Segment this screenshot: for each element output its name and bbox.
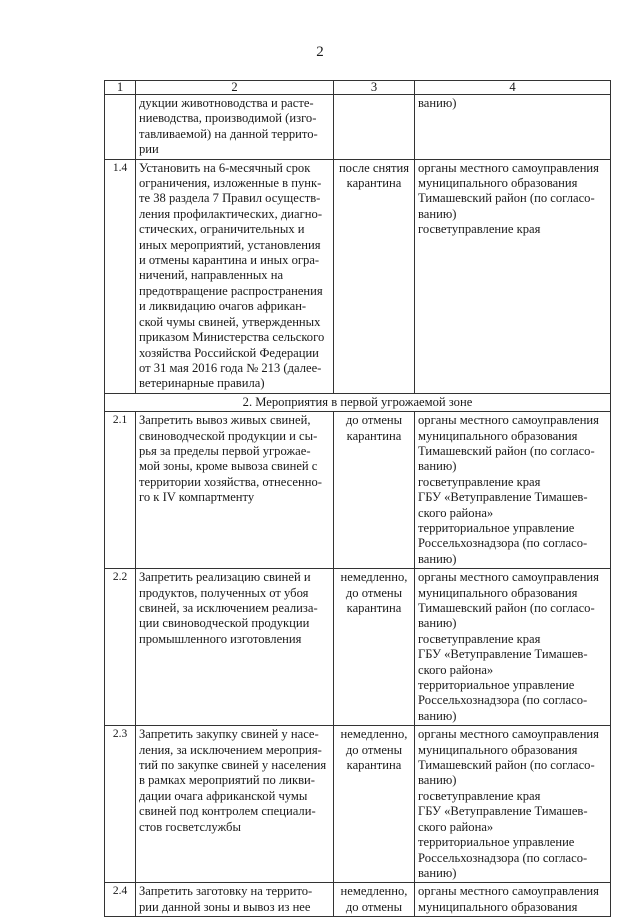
- table-row: [105, 159, 611, 393]
- row-term: [334, 569, 415, 726]
- table-row: [105, 883, 611, 917]
- row-number: 2.1: [105, 412, 136, 569]
- text-line: промышленного изготовления: [139, 631, 302, 646]
- header-col-3: 3: [334, 81, 415, 95]
- text-line: госветуправление края: [418, 474, 541, 489]
- row-action: [136, 159, 334, 393]
- header-col-1: 1: [105, 81, 136, 95]
- text-line: муниципального образования: [418, 585, 578, 600]
- text-line: органы местного самоуправления: [418, 413, 599, 428]
- text-line: госветуправление края: [418, 788, 541, 803]
- text-line: немедленно,: [340, 727, 408, 742]
- text-line: дации очага африканской чумы: [139, 788, 308, 803]
- row-term: [334, 159, 415, 393]
- text-line: предотвращение распространения: [139, 283, 323, 298]
- text-line: муниципального образования: [418, 899, 578, 914]
- section-row: [105, 393, 611, 411]
- text-line: ванию): [418, 459, 457, 474]
- text-line: ванию): [418, 865, 457, 880]
- text-line: ции свиноводческой продукции: [139, 616, 310, 631]
- text-line: мой зоны, кроме вывоза свиней с: [139, 459, 318, 474]
- text-line: стов госветслужбы: [139, 819, 241, 834]
- text-line: до отмены: [345, 899, 403, 914]
- measures-table: [104, 80, 611, 917]
- text-line: и ликвидацию очагов африкан-: [139, 299, 307, 314]
- table-row: [105, 726, 611, 883]
- text-line: муниципального образования: [418, 428, 578, 443]
- text-line: ванию): [418, 773, 457, 788]
- text-line: территории хозяйства, отнесенно-: [139, 474, 322, 489]
- header-row: [105, 81, 611, 95]
- text-line: тавливаемой) на данной террито-: [139, 126, 318, 141]
- text-line: органы местного самоуправления: [418, 570, 599, 585]
- text-line: рии: [139, 142, 159, 157]
- text-line: ванию): [418, 551, 457, 566]
- text-line: территориальное управление: [418, 835, 575, 850]
- row-term: [334, 726, 415, 883]
- table-row: [105, 569, 611, 726]
- text-line: Россельхознадзора (по согласо-: [418, 536, 588, 551]
- text-line: го к IV компартменту: [139, 490, 255, 505]
- row-action: [136, 883, 334, 917]
- text-line: органы местного самоуправления: [418, 884, 599, 899]
- text-line: ГБУ «Ветуправление Тимашев-: [418, 490, 588, 505]
- text-line: немедленно,: [340, 570, 408, 585]
- text-line: стических, ограничительных и: [139, 222, 305, 237]
- text-line: органы местного самоуправления: [418, 727, 599, 742]
- text-line: ления профилактических, диагно-: [139, 206, 323, 221]
- text-line: до отмены: [345, 413, 403, 428]
- row-number: 2.3: [105, 726, 136, 883]
- text-line: ского района»: [418, 662, 494, 677]
- text-line: ванию): [418, 206, 457, 221]
- row-number: 2.4: [105, 883, 136, 917]
- text-line: территориальное управление: [418, 520, 575, 535]
- text-line: карантина: [346, 428, 402, 443]
- text-line: до отмены: [345, 585, 403, 600]
- text-line: после снятия: [338, 160, 410, 175]
- text-line: Тимашевский район (по согласо-: [418, 601, 595, 615]
- text-line: ского района»: [418, 819, 494, 834]
- header-col-4: 4: [415, 81, 611, 95]
- text-line: те 38 раздела 7 Правил осуществ-: [139, 191, 321, 206]
- text-line: Запретить заготовку на террито-: [139, 884, 313, 899]
- text-line: ниеводства, производимой (изго-: [139, 111, 317, 126]
- text-line: ветеринарные правила): [139, 376, 265, 391]
- text-line: свиноводческой продукции и сы-: [139, 428, 318, 443]
- row-term: [334, 412, 415, 569]
- row-responsible: [415, 726, 611, 883]
- text-line: муниципального образования: [418, 176, 578, 191]
- text-line: продуктов, полученных от убоя: [139, 585, 309, 600]
- text-line: рии данной зоны и вывоз из нее: [139, 899, 311, 914]
- text-line: тий по закупке свиней у населения: [139, 758, 327, 773]
- text-line: Установить на 6-месячный срок: [139, 160, 311, 175]
- text-line: до отмены: [345, 742, 403, 757]
- text-line: ванию): [418, 616, 457, 631]
- text-line: карантина: [346, 176, 402, 191]
- table-row: [105, 412, 611, 569]
- row-action: [136, 569, 334, 726]
- section-title: 2. Мероприятия в первой угрожаемой зоне: [105, 393, 611, 411]
- text-line: рья за пределы первой угрожае-: [139, 443, 311, 458]
- row-responsible: [415, 883, 611, 917]
- row-responsible: [415, 159, 611, 393]
- text-line: немедленно,: [340, 884, 408, 899]
- text-line: свиней под контролем специали-: [139, 804, 316, 819]
- text-line: органы местного самоуправления: [418, 160, 599, 175]
- text-line: иных мероприятий, установления: [139, 237, 321, 252]
- text-line: ничений, направленных на: [139, 268, 284, 283]
- text-line: приказом Министерства сельского: [139, 330, 325, 345]
- text-line: свиней, за исключением реализа-: [139, 601, 318, 615]
- text-line: Запретить закупку свиней у насе-: [139, 727, 319, 742]
- text-line: Тимашевский район (по согласо-: [418, 758, 595, 773]
- continuation-term: [334, 95, 415, 160]
- text-line: ского района»: [418, 505, 494, 520]
- row-number: 2.2: [105, 569, 136, 726]
- text-line: хозяйства Российской Федерации: [139, 345, 319, 360]
- text-line: Тимашевский район (по согласо-: [418, 191, 595, 206]
- row-action: [136, 412, 334, 569]
- text-line: Запретить вывоз живых свиней,: [139, 413, 311, 428]
- continuation-num: [105, 95, 136, 160]
- text-line: Россельхознадзора (по согласо-: [418, 693, 588, 708]
- text-line: ГБУ «Ветуправление Тимашев-: [418, 647, 588, 662]
- text-line: Россельхознадзора (по согласо-: [418, 850, 588, 865]
- text-line: ванию): [418, 96, 457, 110]
- continuation-action: [136, 95, 334, 160]
- text-line: ления, за исключением мероприя-: [139, 742, 322, 757]
- page-number: 2: [316, 44, 324, 60]
- text-line: дукции животноводства и расте-: [139, 96, 314, 110]
- text-line: территориальное управление: [418, 678, 575, 693]
- header-col-2: 2: [136, 81, 334, 95]
- text-line: госветуправление края: [418, 222, 541, 237]
- text-line: от 31 мая 2016 года № 213 (далее-: [139, 360, 322, 375]
- text-line: госветуправление края: [418, 631, 541, 646]
- row-term: [334, 883, 415, 917]
- text-line: Тимашевский район (по согласо-: [418, 443, 595, 458]
- text-line: ской чумы свиней, утвержденных: [139, 314, 321, 329]
- text-line: в рамках мероприятий по ликви-: [139, 773, 315, 788]
- text-line: и отмены карантина и иных огра-: [139, 253, 320, 268]
- text-line: муниципального образования: [418, 742, 578, 757]
- row-responsible: [415, 412, 611, 569]
- text-line: ограничения, изложенные в пунк-: [139, 176, 322, 191]
- text-line: ГБУ «Ветуправление Тимашев-: [418, 804, 588, 819]
- text-line: ванию): [418, 708, 457, 723]
- text-line: карантина: [346, 601, 402, 615]
- row-action: [136, 726, 334, 883]
- text-line: карантина: [346, 758, 402, 773]
- continuation-row: [105, 95, 611, 160]
- row-responsible: [415, 569, 611, 726]
- continuation-responsible: [415, 95, 611, 160]
- row-number: 1.4: [105, 159, 136, 393]
- text-line: Запретить реализацию свиней и: [139, 570, 311, 585]
